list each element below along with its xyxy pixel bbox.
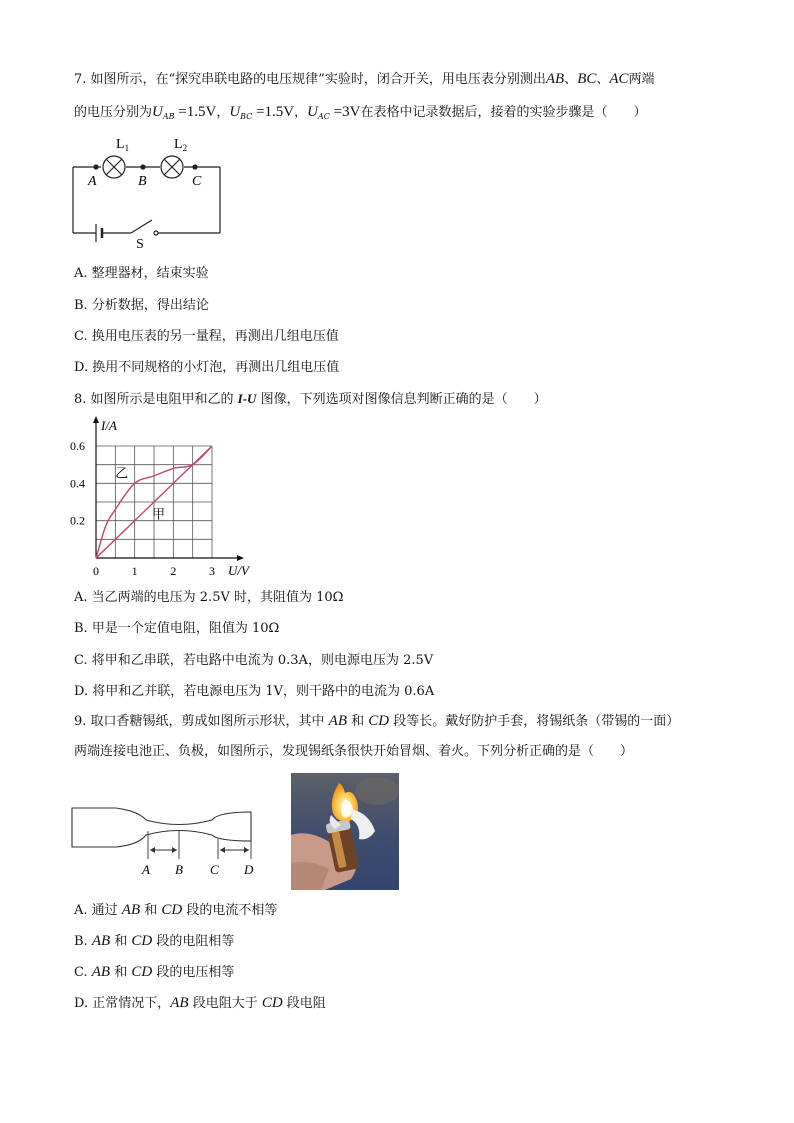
q7-text: 的电压分别为 [74, 105, 153, 120]
label-d: D [244, 862, 254, 877]
math-ab: AB [91, 933, 111, 949]
q8-option-a: A. 当乙两端的电压为 2.5V 时，其阻值为 10Ω [74, 590, 344, 605]
math-ab: AB [328, 713, 347, 729]
option-text: 和 [110, 965, 132, 980]
node-b [140, 164, 145, 169]
value-uab: =1.5V [174, 104, 217, 120]
x-axis-arrow-icon [237, 555, 244, 561]
option-text: 和 [140, 903, 162, 918]
label-a: A [142, 862, 150, 877]
subscript-bc: BC [240, 112, 253, 121]
q9-option-a [74, 900, 277, 921]
node-a [93, 164, 98, 169]
option-text: B. [74, 934, 92, 949]
value-ubc: =1.5V [252, 104, 295, 120]
q9-option-c [74, 962, 234, 983]
math-iu: I-U [237, 391, 257, 406]
battery-icon [96, 224, 102, 242]
y-axis-arrow-icon [93, 416, 99, 423]
q7-text: 两端 [628, 72, 655, 87]
math-cd: CD [131, 933, 153, 949]
comma: ， [294, 105, 308, 120]
q8-text: 8. 如图所示是电阻甲和乙的 [74, 392, 238, 407]
math-ab: AB [170, 995, 189, 1011]
q8-option-d: D. 将甲和乙并联，若电源电压为 1V，则干路中的电流为 0.6A [74, 684, 435, 699]
option-text: D. 正常情况下， [74, 996, 171, 1011]
x-tick-label: 0 [93, 564, 99, 578]
math-u: U [229, 104, 241, 120]
burning-foil-battery-photo [291, 773, 399, 890]
series-label-yi: 乙 [115, 465, 129, 481]
math-ac: AC [609, 71, 629, 87]
math-bc: BC [577, 71, 597, 87]
label-b: B [138, 174, 147, 189]
q7-text: 在表格中记录数据后，接着的实验步骤是（ ） [360, 105, 647, 120]
math-u: U [307, 104, 318, 120]
q8-line-1 [74, 389, 547, 410]
iu-chart [66, 412, 266, 582]
option-text: 段的电阻相等 [152, 934, 235, 949]
math-ab: AB [91, 964, 111, 980]
q7-option-c: C. 换用电压表的另一量程，再测出几组电压值 [74, 329, 339, 344]
label-b: B [175, 862, 183, 877]
q9-line-2: 两端连接电池正、负极，如图所示，发现锡纸条很快开始冒烟、着火。下列分析正确的是（ ） [74, 744, 634, 759]
q8-option-b: B. 甲是一个定值电阻，阻值为 10Ω [74, 621, 280, 636]
label-c: C [192, 174, 202, 189]
math-ab: AB [121, 902, 141, 918]
label-l2: $L_2$ [174, 137, 188, 153]
label-l1: $L_1$ [116, 137, 130, 153]
option-text: C. [74, 965, 92, 980]
math-cd: CD [161, 902, 183, 918]
value-uac: =3V [329, 104, 361, 120]
math-cd: CD [368, 713, 390, 729]
y-axis-label: I/A [101, 418, 117, 433]
q7-option-a: A. 整理器材，结束实验 [74, 266, 209, 281]
q7-text: 7. 如图所示，在“探究串联电路的电压规律”实验时，闭合开关，用电压表分别测出 [74, 72, 546, 87]
separator: 、 [564, 72, 578, 87]
q7-line-1 [74, 69, 655, 90]
comma: ， [216, 105, 230, 120]
label-s: S [136, 237, 144, 252]
q9-text: 9. 取口香糖锡纸，剪成如图所示形状，其中 [74, 714, 329, 729]
q7-option-d: D. 换用不同规格的小灯泡，再测出几组电压值 [74, 360, 340, 375]
q8-option-c: C. 将甲和乙串联，若电路中电流为 0.3A，则电源电压为 2.5V [74, 653, 434, 668]
x-tick-label: 3 [209, 564, 215, 578]
subscript-ac: AC [317, 112, 330, 121]
series-label-jia: 甲 [152, 506, 166, 522]
y-tick-label: 0.4 [70, 476, 85, 491]
option-text: 段电阻大于 [188, 996, 262, 1011]
q9-option-b [74, 931, 234, 952]
option-text: 段的电流不相等 [182, 903, 278, 918]
q9-line-1 [74, 711, 679, 732]
y-tick-label: 0.6 [70, 439, 85, 453]
q7-line-2 [74, 102, 646, 127]
label-c: C [210, 862, 219, 877]
x-tick-label: 1 [131, 564, 138, 578]
separator: 、 [596, 72, 610, 87]
math-ab: AB [545, 71, 565, 87]
math-cd: CD [131, 964, 153, 980]
tin-foil-strip-outline [72, 808, 251, 847]
node-c [192, 164, 197, 169]
math-cd: CD [261, 995, 283, 1011]
tin-foil-strip-diagram [66, 775, 266, 885]
y-tick-label: 0.2 [70, 513, 85, 528]
option-text: 和 [110, 934, 132, 949]
label-a: A [88, 174, 97, 189]
q9-text: 和 [347, 714, 369, 729]
q9-text: 段等长。戴好防护手套，将锡纸条（带锡的一面） [389, 714, 680, 729]
q7-option-b: B. 分析数据，得出结论 [74, 298, 209, 313]
q9-option-d [74, 993, 326, 1014]
math-u: U [152, 104, 163, 120]
q8-text: 图像，下列选项对图像信息判断正确的是（ ） [256, 392, 547, 407]
subscript-ab: AB [162, 112, 175, 121]
x-tick-label: 2 [170, 564, 177, 578]
option-text: A. 通过 [74, 903, 122, 918]
option-text: 段电阻 [282, 996, 326, 1011]
series-circuit-diagram [66, 133, 246, 253]
x-axis-label: U/V [228, 563, 249, 578]
option-text: 段的电压相等 [152, 965, 235, 980]
